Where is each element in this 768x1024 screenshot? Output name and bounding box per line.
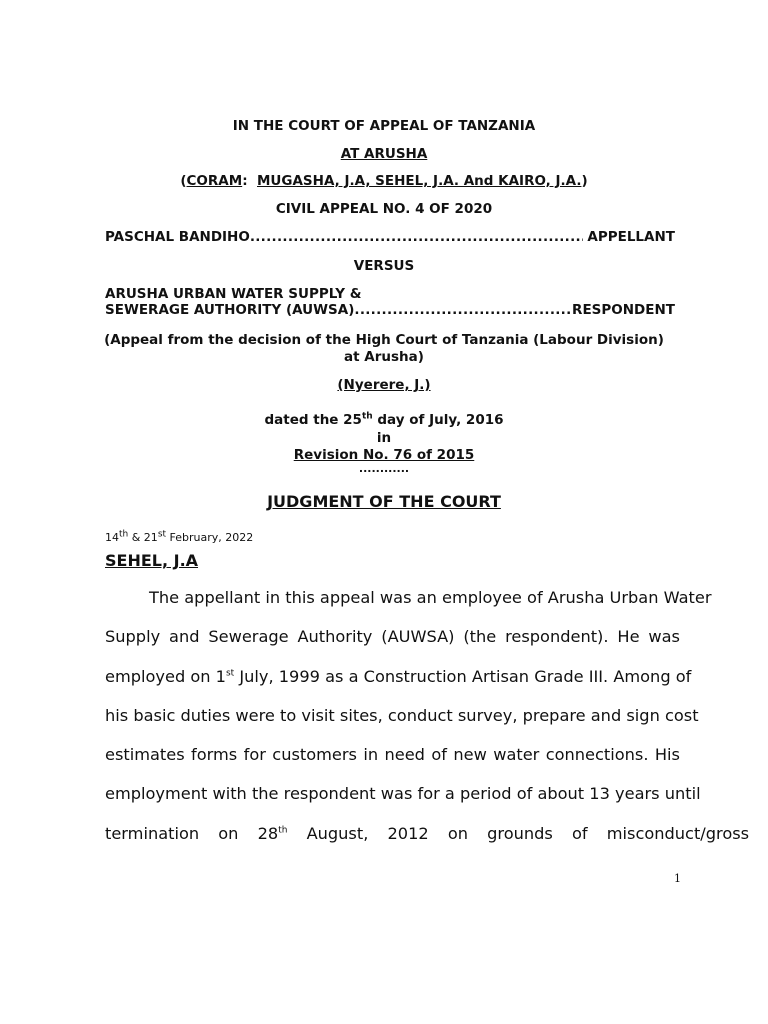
body-line: employed on 1st July, 1999 as a Construction Artisan Grade III. Among of	[105, 666, 692, 686]
appeal-origin-line-1: (Appeal from the decision of the High Court of Tanzania (Labour Division)	[104, 332, 664, 348]
appellant-line	[105, 229, 675, 245]
body-line: Supply and Sewerage Authority (AUWSA) (the respondent). He was	[105, 627, 680, 647]
hearing-dates: 14th & 21st February, 2022	[105, 529, 254, 544]
respondent-role: RESPONDENT	[572, 302, 675, 318]
dot-leader	[250, 229, 583, 245]
dot-leader	[354, 302, 572, 318]
respondent-line-2	[105, 302, 675, 318]
coram-line: (CORAM: MUGASHA, J.A, SEHEL, J.A. And KAIRO, J.A.)	[180, 173, 588, 189]
court-location: AT ARUSHA	[340, 146, 428, 162]
revision-number: Revision No. 76 of 2015	[293, 447, 475, 463]
court-heading: IN THE COURT OF APPEAL OF TANZANIA	[232, 118, 536, 134]
body-line: employment with the respondent was for a period of about 13 years until	[105, 784, 701, 804]
respondent-line-1: ARUSHA URBAN WATER SUPPLY &	[105, 286, 362, 302]
in-word: in	[376, 430, 392, 446]
judgment-body	[105, 578, 750, 853]
judgment-title: JUDGMENT OF THE COURT	[267, 492, 501, 511]
versus: VERSUS	[353, 258, 415, 274]
judgment-author: SEHEL, J.A	[105, 551, 199, 570]
appellant-name: PASCHAL BANDIHO	[105, 229, 250, 245]
coram-judges: MUGASHA, J.A, SEHEL, J.A. And KAIRO, J.A.	[257, 173, 582, 189]
body-line: The appellant in this appeal was an employee of Arusha Urban Water	[149, 588, 712, 607]
body-line: estimates forms for customers in need of new water connections. His	[105, 745, 680, 765]
coram-label: CORAM	[186, 173, 243, 189]
case-number: CIVIL APPEAL NO. 4 OF 2020	[275, 201, 493, 217]
appeal-origin-line-2: at Arusha)	[344, 349, 424, 365]
lower-court-judge: (Nyerere, J.)	[337, 377, 431, 393]
page-number: 1	[674, 872, 681, 885]
respondent-name: SEWERAGE AUTHORITY (AUWSA)	[105, 302, 355, 318]
appellant-role: APPELLANT	[582, 229, 675, 245]
separator-dots: ............	[358, 462, 410, 475]
decision-date: dated the 25th day of July, 2016	[264, 411, 504, 428]
body-line: termination on 28th August, 2012 on grounds of misconduct/gross	[105, 823, 750, 843]
body-line: his basic duties were to visit sites, conduct survey, prepare and sign cost	[105, 705, 699, 725]
